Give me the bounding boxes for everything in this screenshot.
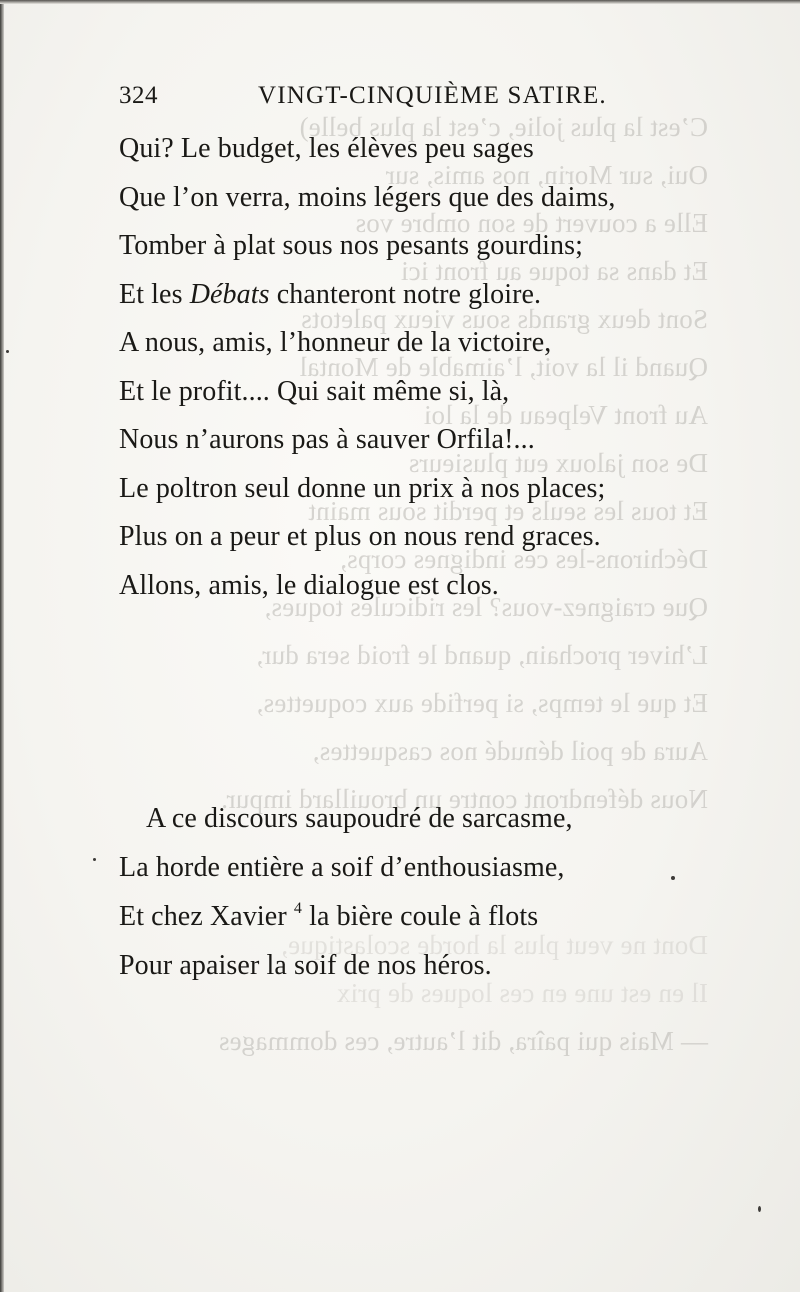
verse-text: Et les (119, 278, 190, 310)
bleed-line: Que craignez-vous? les ridicules toques, (264, 592, 708, 622)
journal-title: Débats (189, 278, 270, 310)
scan-speck (6, 350, 9, 353)
verse-line: Que l’on verra, moins légers que des daims, (119, 181, 616, 213)
scan-edge-left (0, 0, 4, 1292)
bleed-line: Déchirons-les ces indignes corps, (339, 544, 708, 574)
scan-speck (93, 858, 96, 861)
scan-speck (671, 876, 675, 880)
bleed-line: Sont deux grands sous vieux paletots (301, 304, 708, 334)
verse-text: chanteront notre gloire. (269, 278, 542, 310)
footnote-marker: 4 (293, 900, 302, 917)
verse-line: A ce discours saupoudré de sarcasme, (146, 803, 573, 834)
stanza-2 (119, 800, 573, 996)
verse-line (119, 898, 573, 947)
verse-line: La horde entière a soif d’enthousiasme, (119, 852, 565, 883)
bleed-line: Elle a couvert de son ombre vos (355, 208, 708, 238)
bleed-line: C’est la plus jolie, c’est la plus belle) (299, 112, 708, 142)
bleed-line: Quand il la voit, l’aimable de Montal (299, 352, 708, 382)
scan-speck (758, 1206, 761, 1212)
stanza-1 (119, 130, 616, 615)
verse-text: Et chez Xavier (119, 901, 294, 932)
bleed-line: Et tous les seuls et perdit sous maint (308, 496, 708, 526)
verse-line: Allons, amis, le dialogue est clos. (119, 569, 499, 601)
verse-line: A nous, amis, l’honneur de la victoire, (119, 327, 552, 358)
verse-line: Qui? Le budget, les élèves peu sages (119, 133, 534, 164)
verse-line: Pour apaiser la soif de nos héros. (119, 950, 492, 981)
page-number: 324 (119, 82, 158, 109)
bleed-line: Au front Velpeau de la loi (423, 400, 708, 430)
verse-line: Tomber à plat sous nos pesants gourdins; (119, 230, 583, 261)
bleed-line: Aura de poil dénudé nos casquettes, (312, 736, 708, 766)
verse-line: Plus on a peur et plus on nous rend graces. (119, 521, 601, 552)
verse-line (119, 276, 616, 325)
bleed-line: — Mais qui paîra, dit l’autre, ces dommages (218, 1026, 708, 1056)
bleed-line: Dont ne veut plus la horde scolastique, (281, 930, 708, 960)
bleed-line: Nous défendront contre un brouillard impur. (221, 784, 708, 814)
bleed-line: Il en est une en ces loques de prix (336, 978, 708, 1008)
bleed-line: Et dans sa toque au front ici (400, 256, 708, 286)
scan-edge-top (0, 0, 800, 4)
running-header (0, 76, 800, 116)
verse-line: Le poltron seul donne un prix à nos places; (119, 472, 606, 504)
bleed-line: Oui, sur Morin, nos amis, sur (385, 160, 708, 190)
verse-text: la bière coule à flots (301, 901, 539, 932)
bleed-line: Et que le temps, si perfide aux coquettes, (256, 688, 708, 718)
bleed-line: De son jaloux eut plusieurs (408, 448, 708, 478)
bleed-line: L’hiver prochain, quand le froid sera dur, (256, 640, 708, 670)
running-title: VINGT-CINQUIÈME SATIRE. (258, 82, 607, 109)
verse-line: Et le profit.... Qui sait même si, là, (119, 375, 510, 407)
verse-line: Nous n’aurons pas à sauver Orfila!... (119, 424, 535, 455)
